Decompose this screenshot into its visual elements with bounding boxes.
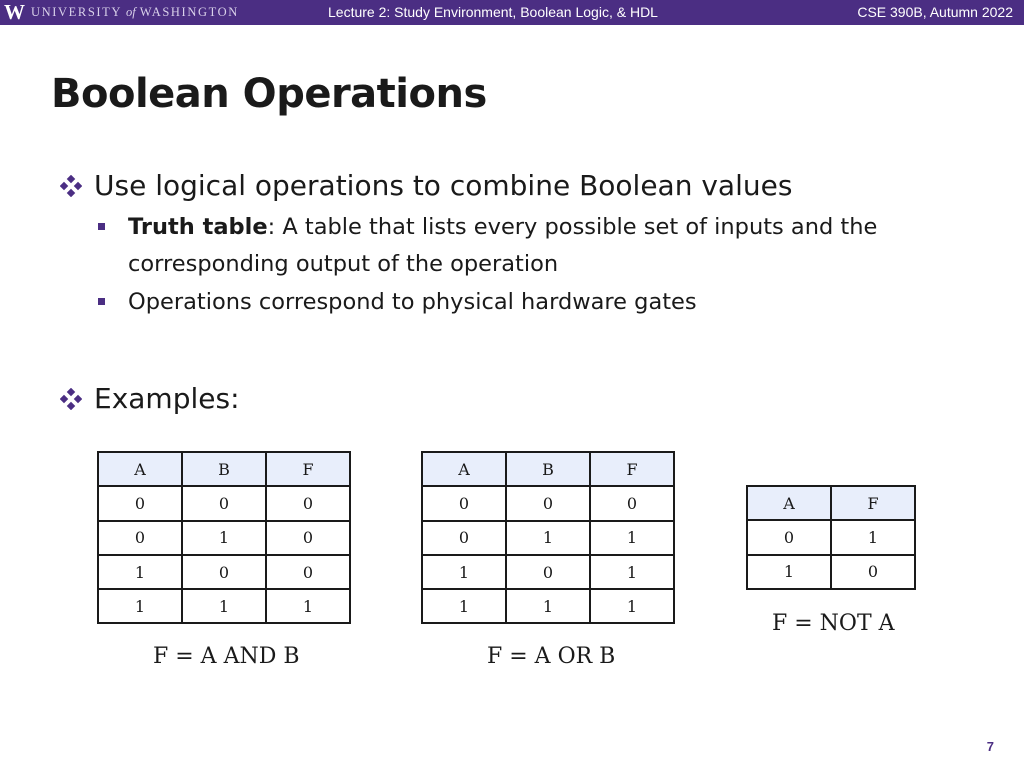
table-cell: 1 [98, 589, 182, 623]
table-cell: 0 [422, 486, 506, 520]
square-bullet-icon [98, 298, 105, 305]
table-cell: 0 [590, 486, 674, 520]
table-cell: 0 [422, 521, 506, 555]
truth-table-term: Truth table [128, 214, 268, 240]
table-row [747, 555, 915, 589]
bullet-text: Examples: [94, 382, 240, 415]
or-formula: F = A OR B [487, 644, 616, 669]
table-cell: 0 [506, 555, 590, 589]
header-cell: A [422, 452, 506, 486]
table-cell: 0 [831, 555, 915, 589]
square-bullet-icon [98, 223, 105, 230]
header-cell: A [747, 486, 831, 520]
university-wordmark: UNIVERSITY of WASHINGTON [31, 5, 239, 19]
not-truth-table [746, 485, 916, 590]
and-formula: F = A AND B [153, 644, 300, 669]
table-cell: 0 [182, 555, 266, 589]
table-row [98, 589, 350, 623]
table-cell: 1 [422, 555, 506, 589]
table-row [747, 520, 915, 554]
table-cell: 1 [506, 521, 590, 555]
lecture-title: Lecture 2: Study Environment, Boolean Logic, & HDL [328, 4, 658, 20]
sub-bullet-hardware-gates [98, 284, 978, 321]
table-cell: 1 [747, 555, 831, 589]
table-cell: 0 [266, 486, 350, 520]
truth-table-definition: : A table that lists every possible set of inputs and the corresponding output of the operation [128, 214, 878, 277]
table-row [98, 521, 350, 555]
header-bar [0, 0, 1024, 25]
table-cell: 0 [98, 521, 182, 555]
bullet-examples [58, 381, 240, 417]
or-truth-table [421, 451, 675, 624]
header-cell: A [98, 452, 182, 486]
header-cell: F [266, 452, 350, 486]
table-cell: 1 [182, 521, 266, 555]
bullet-logical-operations [58, 168, 792, 204]
bullet-text: Use logical operations to combine Boolean values [94, 169, 793, 202]
and-truth-table [97, 451, 351, 624]
table-row [422, 486, 674, 520]
table-cell: 1 [590, 555, 674, 589]
header-cell: B [182, 452, 266, 486]
table-row [98, 486, 350, 520]
table-cell: 1 [98, 555, 182, 589]
table-row [422, 521, 674, 555]
page-number: 7 [986, 739, 994, 754]
table-cell: 0 [98, 486, 182, 520]
sub-bullet-truth-table [98, 209, 978, 283]
table-cell: 1 [422, 589, 506, 623]
table-cell: 1 [590, 521, 674, 555]
table-cell: 1 [831, 520, 915, 554]
table-row [422, 589, 674, 623]
table-cell: 0 [506, 486, 590, 520]
table-cell: 1 [182, 589, 266, 623]
table-cell: 1 [590, 589, 674, 623]
university-logo [4, 2, 239, 23]
header-cell: F [590, 452, 674, 486]
uw-w-logo-letter: W [4, 0, 25, 24]
diamond-bullet-icon [58, 175, 84, 197]
table-cell: 1 [506, 589, 590, 623]
not-formula: F = NOT A [772, 611, 895, 636]
table-cell: 0 [266, 521, 350, 555]
sub-bullet-text: Operations correspond to physical hardware gates [128, 289, 697, 315]
table-cell: 0 [182, 486, 266, 520]
slide-title: Boolean Operations [51, 71, 487, 117]
table-row [422, 555, 674, 589]
diamond-bullet-icon [58, 388, 84, 410]
table-cell: 1 [266, 589, 350, 623]
table-row [98, 555, 350, 589]
table-cell: 0 [747, 520, 831, 554]
header-cell: F [831, 486, 915, 520]
header-cell: B [506, 452, 590, 486]
table-cell: 0 [266, 555, 350, 589]
course-label: CSE 390B, Autumn 2022 [857, 4, 1013, 20]
